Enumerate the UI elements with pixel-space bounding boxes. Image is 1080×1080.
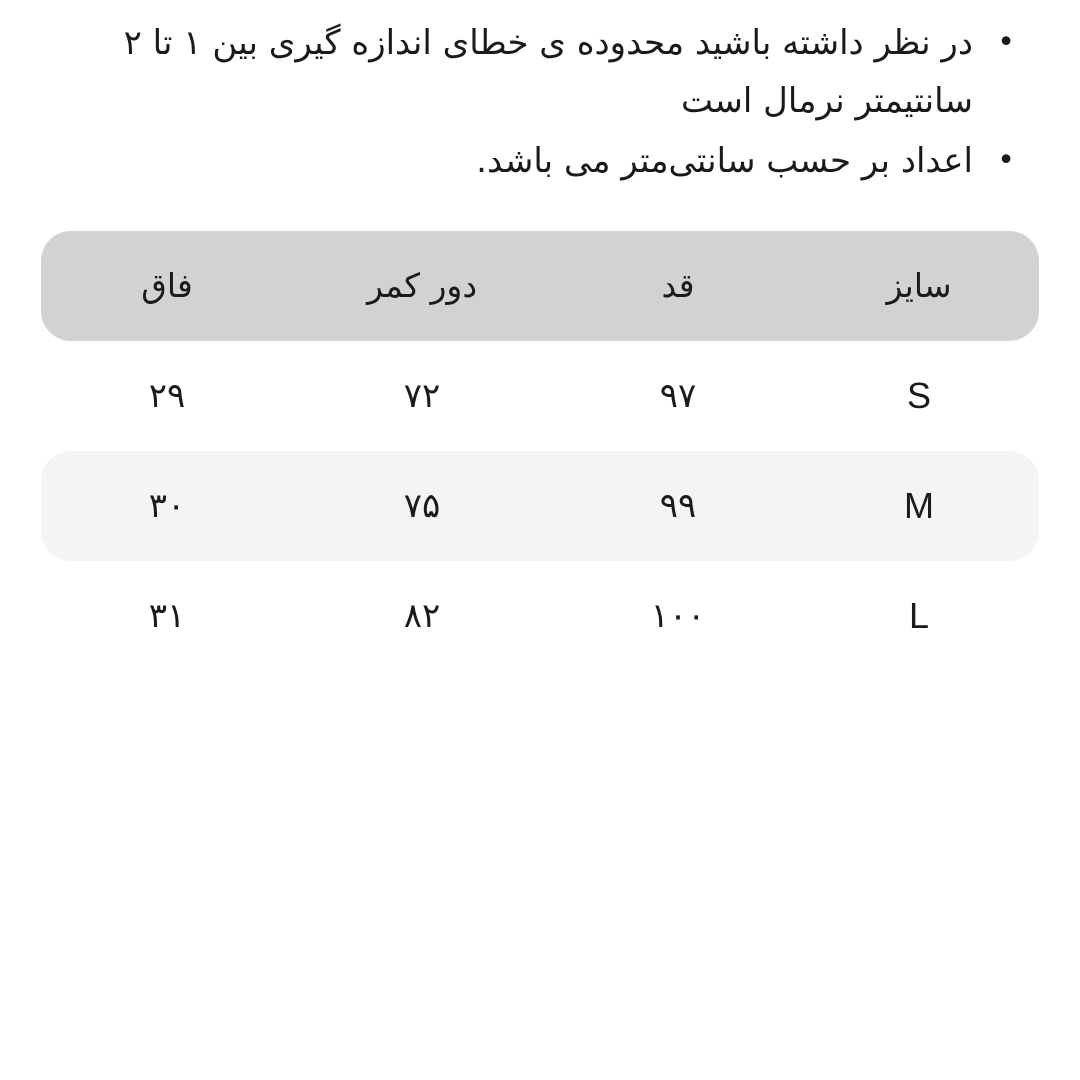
header-height: قد bbox=[661, 266, 695, 305]
notes-list bbox=[75, 14, 1015, 190]
note-measurement-error bbox=[75, 14, 1015, 130]
note-text: اعداد بر حسب سانتی‌متر می باشد. bbox=[476, 141, 973, 181]
bullet-icon: • bbox=[997, 25, 1015, 60]
cell-waist: ۷۲ bbox=[403, 376, 441, 416]
cell-size: S bbox=[906, 375, 932, 416]
cell-rise: ۳۰ bbox=[148, 486, 186, 526]
header-size: سایز bbox=[886, 266, 952, 305]
cell-size: L bbox=[908, 595, 930, 636]
cell-height: ۱۰۰ bbox=[650, 596, 706, 636]
cell-waist: ۸۲ bbox=[403, 596, 441, 636]
table-header-row bbox=[41, 231, 1039, 341]
header-rise: فاق bbox=[141, 266, 193, 305]
cell-rise: ۳۱ bbox=[148, 596, 186, 636]
cell-size: M bbox=[904, 485, 934, 526]
cell-waist: ۷۵ bbox=[403, 486, 441, 526]
note-units bbox=[75, 132, 1015, 190]
cell-height: ۹۹ bbox=[659, 486, 697, 526]
bullet-icon: • bbox=[997, 143, 1015, 178]
size-table bbox=[41, 231, 1039, 671]
note-text: در نظر داشته باشید محدوده ی خطای اندازه گیری بین ۱ تا ۲ سانتیمتر نرمال است bbox=[123, 23, 973, 121]
table-row-l bbox=[41, 561, 1039, 671]
table-row-s bbox=[41, 341, 1039, 451]
cell-height: ۹۷ bbox=[659, 376, 697, 416]
cell-rise: ۲۹ bbox=[148, 376, 186, 416]
table-row-m bbox=[41, 451, 1039, 561]
header-waist: دور کمر bbox=[366, 266, 478, 305]
